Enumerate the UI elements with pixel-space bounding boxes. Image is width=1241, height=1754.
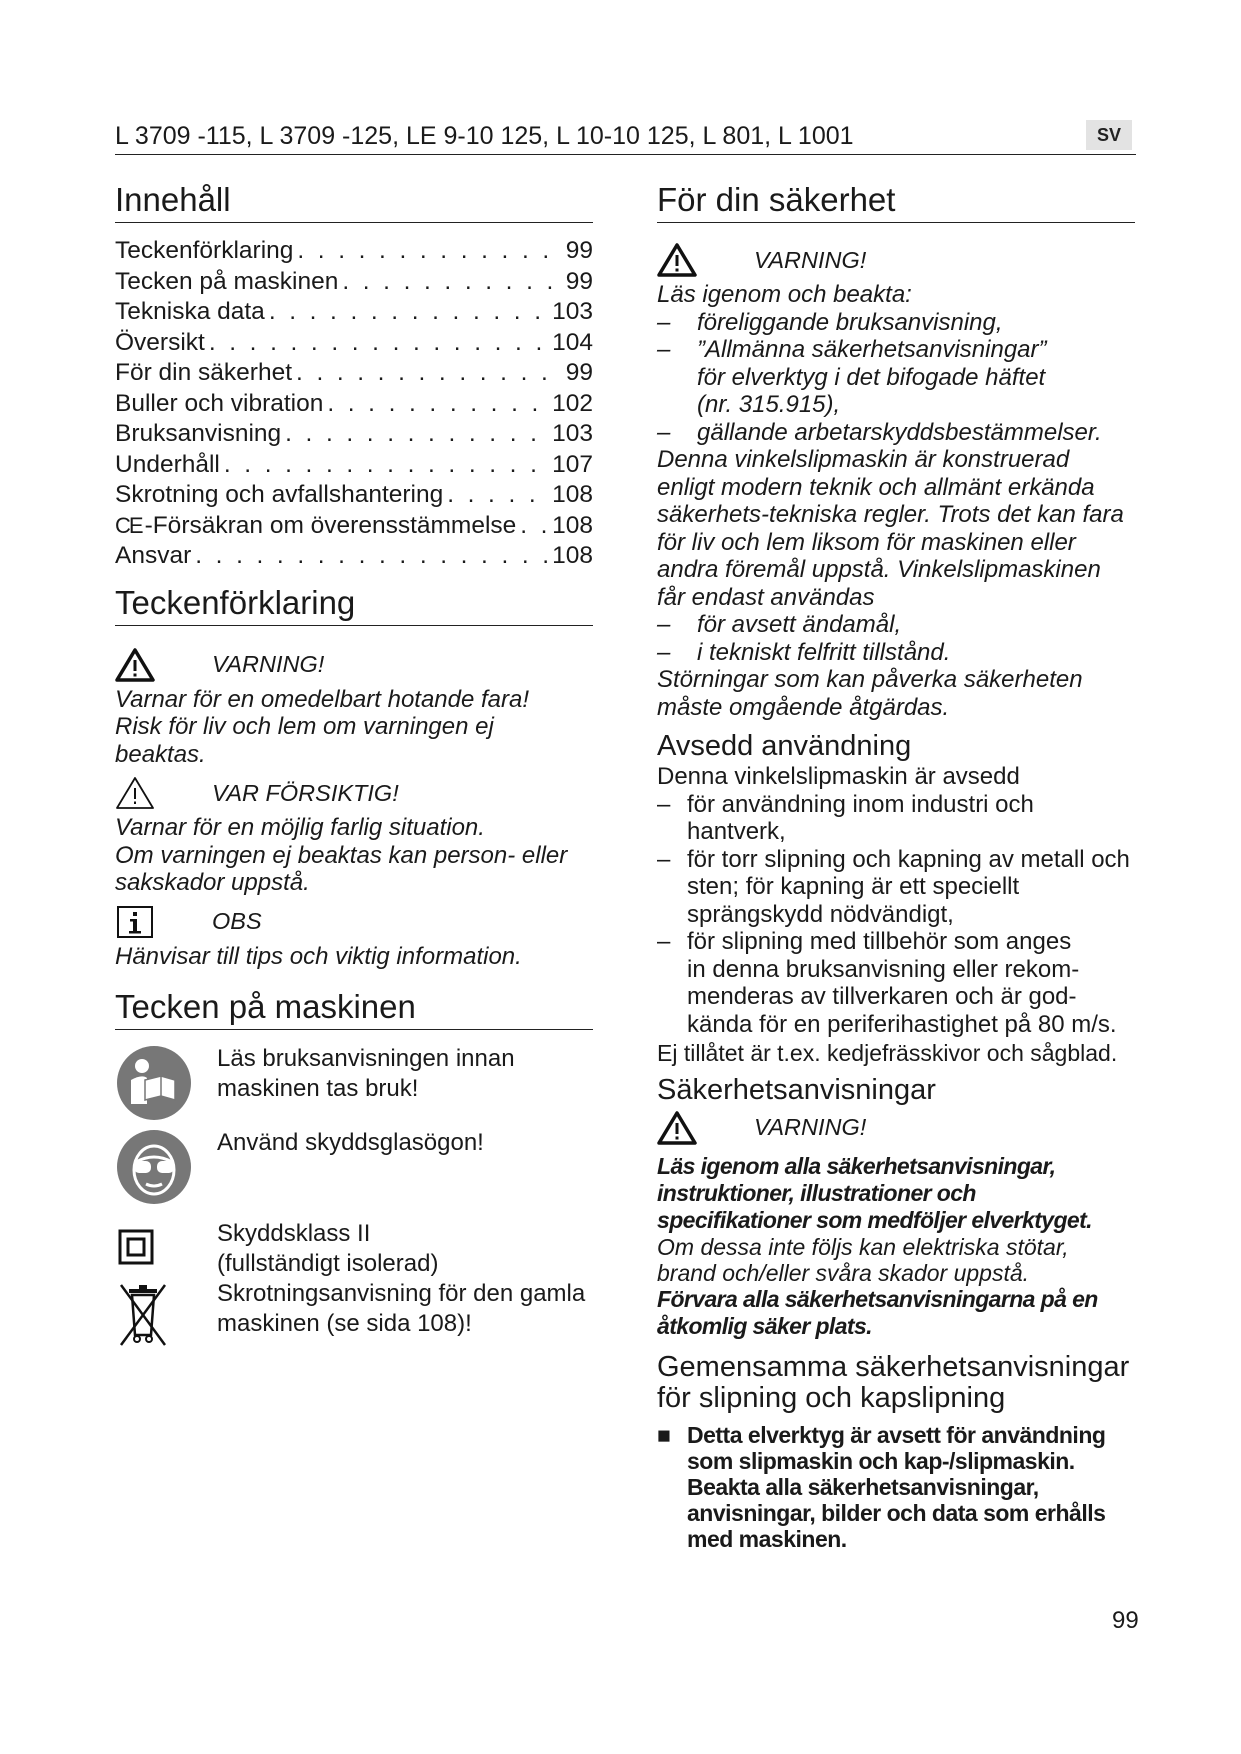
caution-triangle-icon xyxy=(115,775,155,811)
toc-entry[interactable]: Tekniska data . . . 103 xyxy=(115,297,593,328)
protection-class-ii-icon xyxy=(115,1219,193,1279)
list-item: – ”Allmänna säkerhetsanvisningar” för elverktyg i det bifogade häftet (nr. 315.915), xyxy=(657,336,1047,418)
symbol-item: Skyddsklass II (fullständigt isolerad) xyxy=(115,1219,593,1279)
list-item: – gällande arbetarskyddsbestämmelser. xyxy=(657,418,1102,446)
warning-block: VARNING! Varnar för en omedelbart hotande fara! Risk för liv och lem om varningen ej beaktas. xyxy=(115,644,593,769)
list-item: – för användning inom industri och hantverk, xyxy=(657,790,1034,845)
warning-triangle-icon xyxy=(657,242,697,278)
warning-label: VARNING! xyxy=(212,651,325,677)
list-item: ■ Detta elverktyg är avsett för användning som slipmaskin och kap-/slipmaskin. Beakta alla säkerhetsanvisningar, anvisningar, bilder och data som erhålls med maskinen. xyxy=(657,1421,1106,1552)
square-bullet-icon: ■ xyxy=(657,1421,671,1448)
instructions-section: VARNING! Läs igenom alla säkerhetsanvisningar, instruktioner, illustrationer och specifikationer som medföljer elverktyget. Om dessa inte följs kan elektriska stötar, brand och/eller svåra skador uppstå. Förvara alla säkerhetsanvisningarna på en åtkomlig säker plats. xyxy=(657,1107,1135,1340)
left-column xyxy=(115,175,593,1351)
toc-entry[interactable]: Bruksanvisning . . . 103 xyxy=(115,419,593,450)
note-block: OBS Hänvisar till tips och viktig information. xyxy=(115,901,593,971)
note-label: OBS xyxy=(212,908,262,934)
caution-label: VAR FÖRSIKTIG! xyxy=(212,779,399,806)
list-item: – i tekniskt felfritt tillstånd. xyxy=(657,638,951,666)
toc-entry[interactable]: Tecken på maskinen . . . 99 xyxy=(115,267,593,298)
legend-title: Teckenförklaring xyxy=(115,578,593,626)
symbol-item: Skrotningsanvisning för den gamla maskinen (se sida 108)! xyxy=(115,1279,593,1351)
page-header xyxy=(115,120,1136,155)
right-column xyxy=(657,175,1135,1552)
instructions-title: Säkerhetsanvisningar xyxy=(657,1073,936,1106)
info-icon xyxy=(115,904,155,940)
language-badge: SV xyxy=(1086,120,1132,150)
symbol-item: Läs bruksanvisningen innan maskinen tas bruk! xyxy=(115,1044,593,1124)
safety-title: För din säkerhet xyxy=(657,175,1135,223)
toc-title: Innehåll xyxy=(115,175,593,223)
toc-entry[interactable]: Underhåll . . . 107 xyxy=(115,450,593,481)
list-item: – föreliggande bruksanvisning, xyxy=(657,308,1003,336)
list-item: – för slipning med tillbehör som anges in denna bruksanvisning eller rekom- menderas av tillverkaren och är god- kända för en periferihastighet på 80 m/s. xyxy=(657,928,1117,1038)
common-instructions-title: Gemensamma säkerhetsanvisningar för slipning och kapslipning xyxy=(657,1350,1130,1414)
symbol-list xyxy=(115,1044,593,1351)
list-item: – för torr slipning och kapning av metall och sten; för kapning är ett speciellt sprängskydd nödvändigt, xyxy=(657,845,1130,928)
table-of-contents xyxy=(115,236,593,572)
safety-goggles-icon xyxy=(115,1128,193,1206)
toc-entry[interactable]: Översikt . . . 104 xyxy=(115,328,593,359)
toc-entry[interactable]: Teckenförklaring . . . 99 xyxy=(115,236,593,267)
intended-use-title: Avsedd användning xyxy=(657,730,912,762)
safety-warning: VARNING! Läs igenom och beakta: – föreliggande bruksanvisning, – ”Allmänna säkerhetsanvisningar” för elverktyg i det bifogade häftet (nr. 315.915), – gällande arbetarskyddsbestämmelser. Denna vinkelslipmaskin är konstruerad enligt modern teknik och allmänt erkända säkerhets-tekniska regler. Trots det kan fara för liv och lem liksom för maskinen eller andra föremål uppstå. Vinkelslipmaskinen får endast användas – för avsett ändamål, – i tekniskt felfritt tillstånd. Störningar som kan påverka säkerheten måste omgående åtgärdas. xyxy=(657,239,1135,721)
list-item: – för avsett ändamål, xyxy=(657,611,902,638)
page-number: 99 xyxy=(1112,1607,1139,1634)
symbol-item: Använd skyddsglasögon! xyxy=(115,1128,593,1213)
toc-entry[interactable]: CE -Försäkran om överensstämmelse . . . 108 xyxy=(115,511,593,542)
intended-use-section: Denna vinkelslipmaskin är avsedd – för användning inom industri och hantverk, – för torr slipning och kapning av metall och sten; för kapning är ett speciellt sprängskydd nödvändigt, – för slipning med tillbehör som anges in denna bruksanvisning eller rekom- menderas av tillverkaren och är god- kända för en periferihastighet på 80 m/s. Ej tillåtet är t.ex. kedjefrässkivor och sågblad. xyxy=(657,763,1135,1068)
toc-entry[interactable]: Buller och vibration . . . 102 xyxy=(115,389,593,420)
toc-entry[interactable]: Skrotning och avfallshantering . . . 108 xyxy=(115,480,593,511)
model-list: L 3709 -115, L 3709 -125, LE 9-10 125, L 10-10 125, L 801, L 1001 xyxy=(115,122,854,150)
ce-mark-icon: CE xyxy=(115,512,142,538)
warning-triangle-icon xyxy=(657,1110,697,1146)
symbols-title: Tecken på maskinen xyxy=(115,982,593,1030)
read-manual-icon xyxy=(115,1044,193,1122)
caution-block: VAR FÖRSIKTIG! Varnar för en möjlig farlig situation. Om varningen ej beaktas kan person- eller sakskador uppstå. xyxy=(115,772,593,897)
warning-triangle-icon xyxy=(115,647,155,683)
disposal-bin-icon xyxy=(115,1279,193,1351)
toc-entry[interactable]: Ansvar . . . 108 xyxy=(115,541,593,572)
toc-entry[interactable]: För din säkerhet . . . 99 xyxy=(115,358,593,389)
